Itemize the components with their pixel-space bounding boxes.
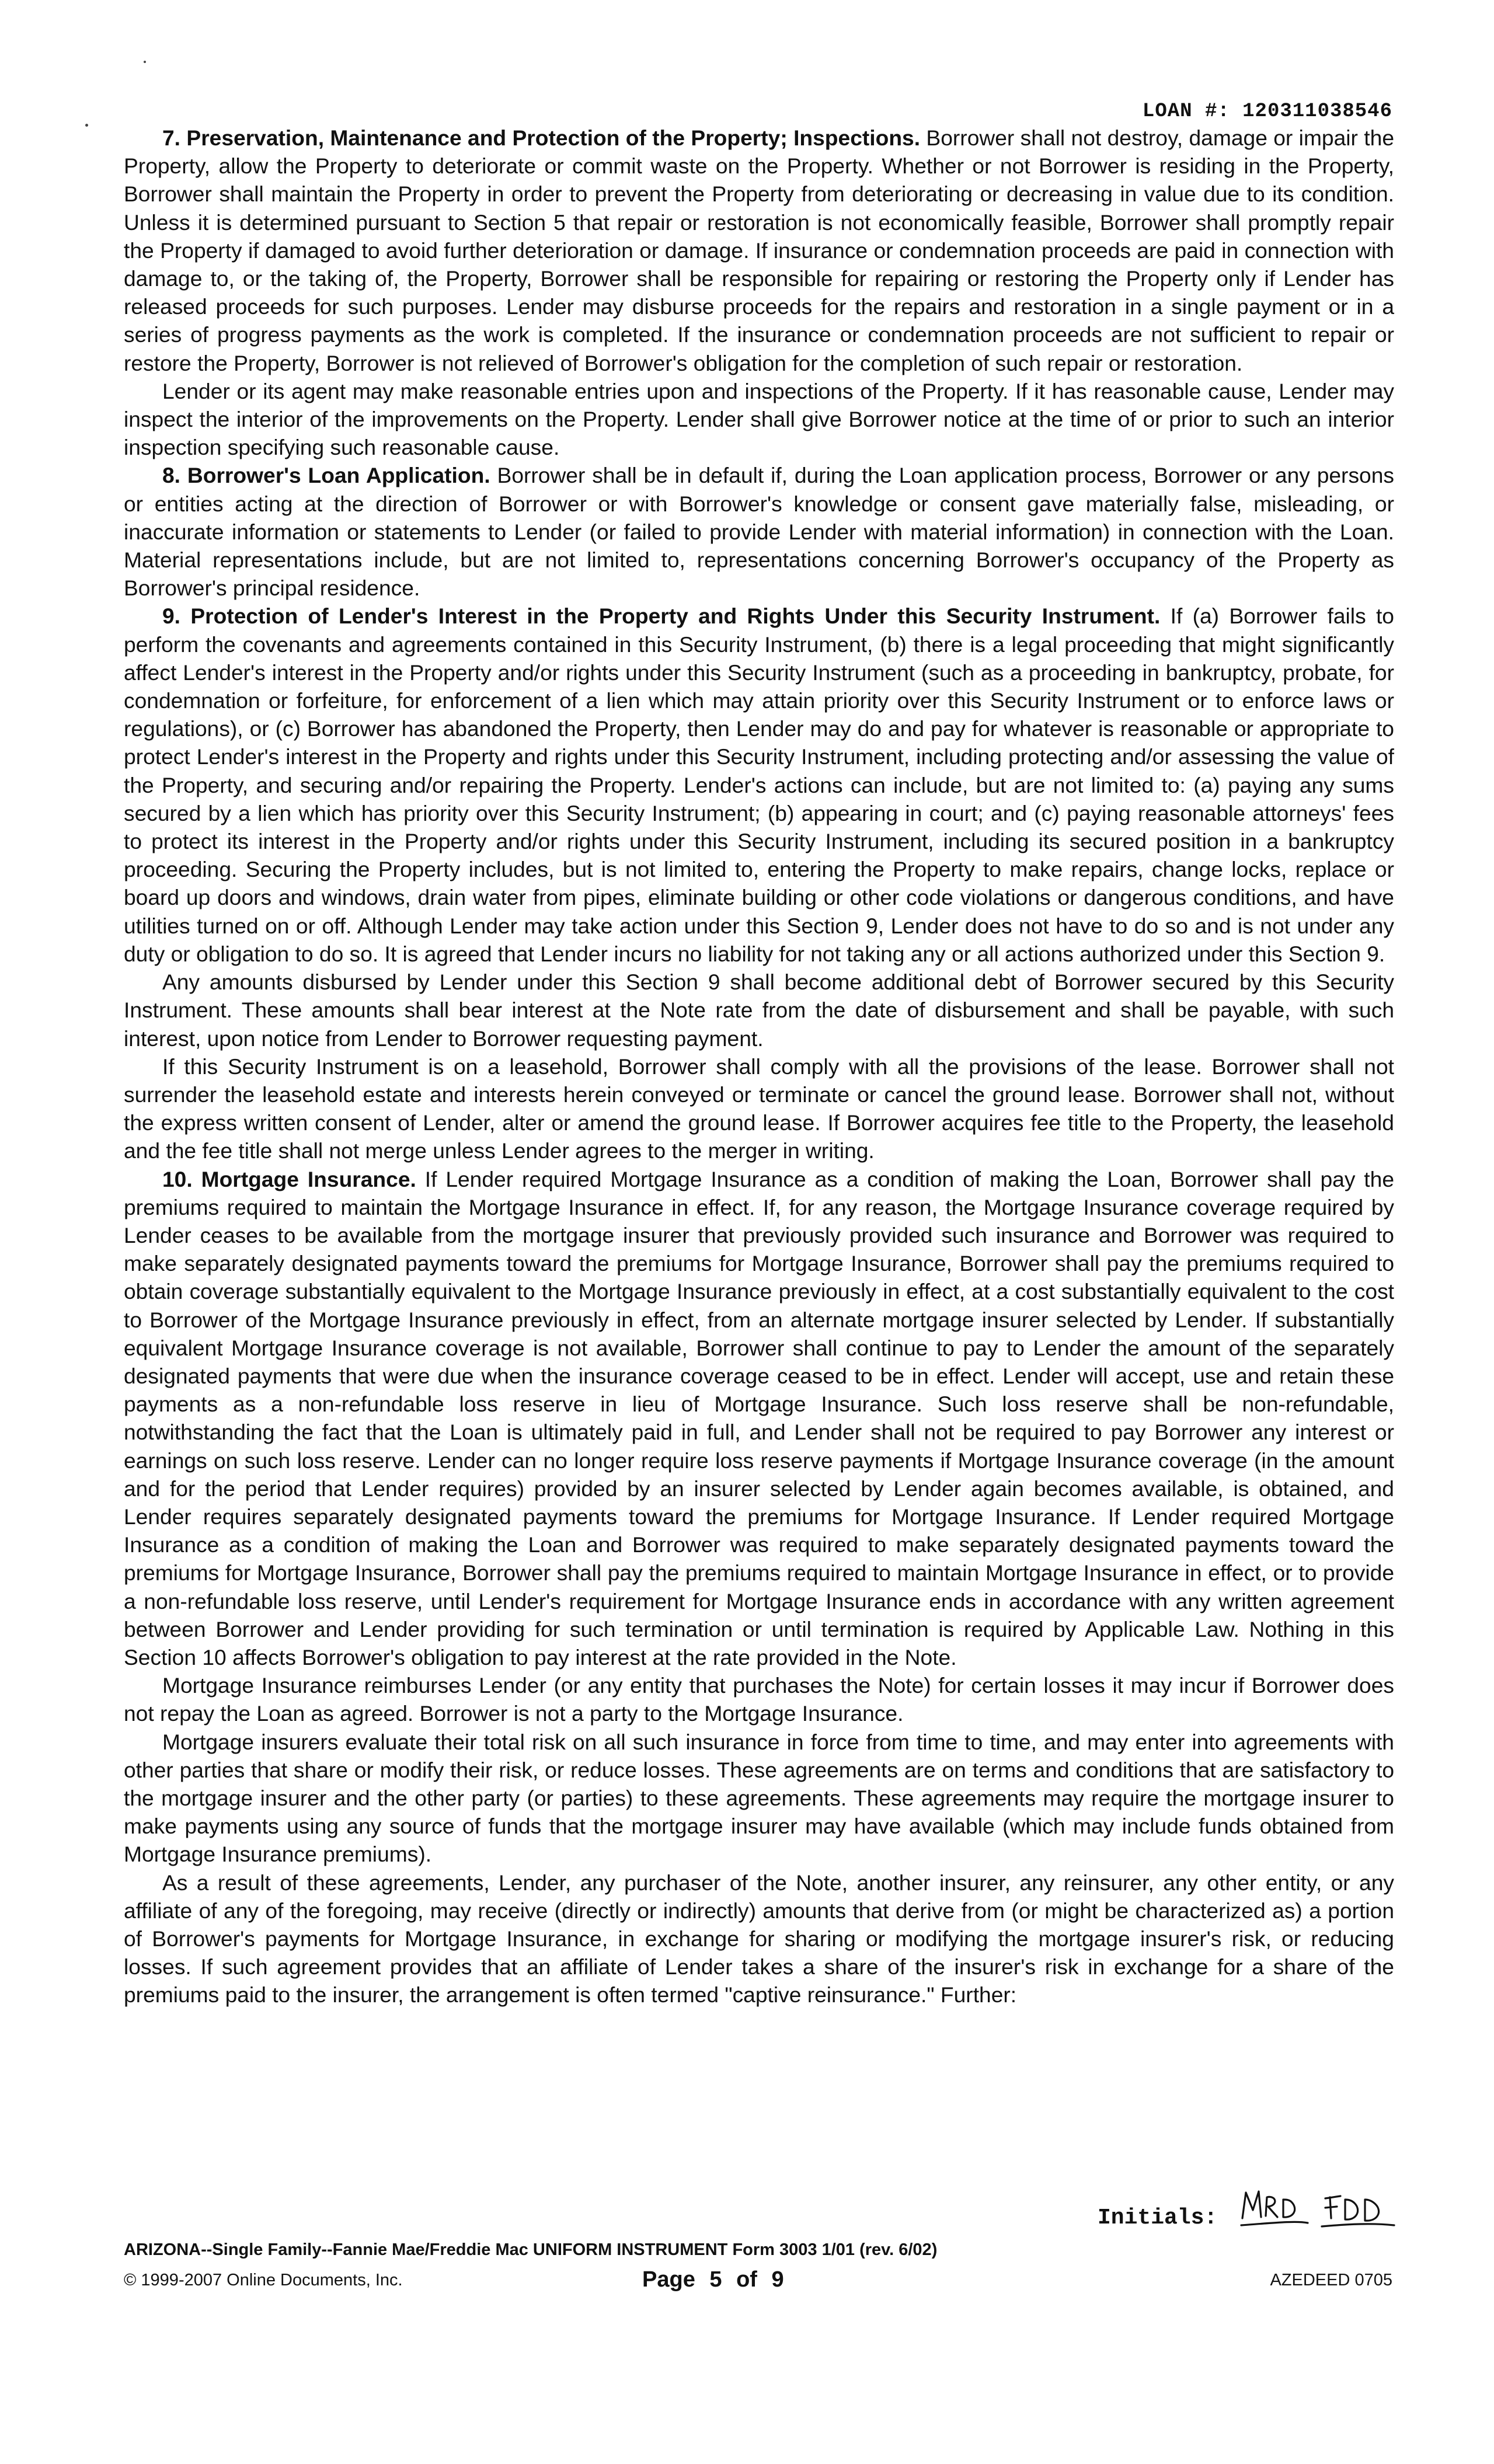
paragraph-text: Any amounts disbursed by Lender under this Section 9 shall become additional debt of Borrower secured by this Security Instrument. These amounts shall bear interest at the Note rate from the date of disbursement and shall be payable, with such interest, upon notice from Lender to Borrower requesting payment.: [124, 970, 1394, 1051]
paragraph-text: If this Security Instrument is on a leasehold, Borrower shall comply with all the provisions of the lease. Borrower shall not surrender the leasehold estate and interests herein conveyed or terminate or cancel the ground lease. Borrower shall not, without the express written consent of Lender, alter or amend the ground lease. If Borrower acquires fee title to the Property, the leasehold and the fee title shall not merge unless Lender agrees to the merger in writing.: [124, 1054, 1394, 1163]
form-identifier: ARIZONA--Single Family--Fannie Mae/Freddie Mac UNIFORM INSTRUMENT Form 3003 1/01 (rev. 6/02): [124, 2240, 938, 2259]
paragraph-disbursed-amounts: [124, 968, 1394, 1052]
paragraph-text: Mortgage insurers evaluate their total risk on all such insurance in force from time to time, and may enter into agreements with other parties that share or modify their risk, or reduce losses. These agreements are on terms and conditions that are satisfactory to the mortgage insurer and the other party (or parties) to these agreements. These agreements may require the mortgage insurer to make payments using any source of funds that the mortgage insurer may have available (which may include funds obtained from Mortgage Insurance premiums).: [124, 1729, 1394, 1867]
paragraph-text: Lender or its agent may make reasonable entries upon and inspections of the Property. If it has reasonable cause, Lender may inspect the interior of the improvements on the Property. Lender shall give Borrower notice at the time of or prior to such an interior inspection specifying such reasonable cause.: [124, 378, 1394, 460]
document-code: AZEDEED 0705: [1270, 2271, 1392, 2289]
page-label: Page: [642, 2267, 695, 2292]
paragraph-text: Borrower shall not destroy, damage or impair the Property, allow the Property to deteriorate or commit waste on the Property. Whether or not Borrower is residing in the Property, Borrower shall maintain the Property in order to prevent the Property from deteriorating or decreasing in value due to its condition. Unless it is determined pursuant to Section 5 that repair or restoration is not economically feasible, Borrower shall promptly repair the Property if damaged to avoid further deterioration or damage. If insurance or condemnation proceeds are paid in connection with damage to, or the taking of, the Property, Borrower shall be responsible for repairing or restoring the Property only if Lender has released proceeds for such purposes. Lender may disburse proceeds for the repairs and restoration in a single payment or in a series of progress payments as the work is completed. If the insurance or condemnation proceeds are not sufficient to repair or restore the Property, Borrower is not relieved of Borrower's obligation for the completion of such repair or restoration.: [124, 126, 1395, 375]
paragraph-mi-reimbursement: [124, 1671, 1394, 1727]
paragraph-text: Borrower shall be in default if, during the Loan application process, Borrower or any persons or entities acting at the direction of Borrower or with Borrower's knowledge or consent gave materially false, misleading, or inaccurate information or statements to Lender (or failed to provide Lender with material information) in connection with the Loan. Material representations include, but are not limited to, representations concerning Borrower's occupancy of the Property as Borrower's principal residence.: [124, 463, 1394, 601]
initials-label: Initials:: [1098, 2205, 1218, 2231]
page-number: 5: [709, 2267, 722, 2292]
copyright-notice: © 1999-2007 Online Documents, Inc.: [124, 2271, 403, 2289]
paragraph-section-8: [124, 461, 1394, 602]
paragraph-leasehold: [124, 1052, 1394, 1165]
page-of-label: of: [736, 2267, 757, 2292]
page-total: 9: [771, 2267, 784, 2292]
paragraph-section-10: [124, 1165, 1394, 1672]
section-heading: 8. Borrower's Loan Application.: [162, 463, 490, 488]
section-heading: 7. Preservation, Maintenance and Protection of the Property; Inspections.: [162, 126, 921, 150]
document-body: [124, 124, 1394, 2009]
paragraph-section-7: [124, 124, 1394, 377]
paragraph-text: As a result of these agreements, Lender, any purchaser of the Note, another insurer, any reinsurer, any other entity, or any affiliate of any of the foregoing, may receive (directly or indirectly) amounts that derive from (or might be characterized as) a portion of Borrower's payments for Mortgage Insurance, in exchange for sharing or modifying the mortgage insurer's risk, or reducing losses. If such agreement provides that an affiliate of Lender takes a share of the insurer's risk in exchange for a share of the premiums paid to the insurer, the arrangement is often termed "captive reinsurance." Further:: [124, 1870, 1394, 2008]
section-heading: 10. Mortgage Insurance.: [162, 1166, 416, 1191]
loan-number: LOAN #: 120311038546: [1142, 100, 1392, 123]
paragraph-captive-reinsurance: [124, 1869, 1394, 2009]
paragraph-section-9: [124, 602, 1394, 968]
paragraph-text: If Lender required Mortgage Insurance as a condition of making the Loan, Borrower shall pay the premiums required to maintain the Mortgage Insurance in effect. If, for any reason, the Mortgage Insurance coverage required by Lender ceases to be available from the mortgage insurer that previously provided such insurance and Borrower was required to make separately designated payments toward the premiums for Mortgage Insurance, Borrower shall pay the premiums required to obtain coverage substantially equivalent to the Mortgage Insurance previously in effect, at a cost substantially equivalent to the cost to Borrower of the Mortgage Insurance previously in effect, from an alternate mortgage insurer selected by Lender. If substantially equivalent Mortgage Insurance coverage is not available, Borrower shall continue to pay to Lender the amount of the separately designated payments that were due when the insurance coverage ceased to be in effect. Lender will accept, use and retain these payments as a non-refundable loss reserve in lieu of Mortgage Insurance. Such loss reserve shall be non-refundable, notwithstanding the fact that the Loan is ultimately paid in full, and Lender shall not be required to pay Borrower any interest or earnings on such loss reserve. Lender can no longer require loss reserve payments if Mortgage Insurance coverage (in the amount and for the period that Lender requires) provided by an insurer selected by Lender again becomes available, is obtained, and Lender requires separately designated payments toward the premiums for Mortgage Insurance. If Lender required Mortgage Insurance as a condition of making the Loan and Borrower was required to make separately designated payments toward the premiums for Mortgage Insurance, Borrower shall pay the premiums required to maintain Mortgage Insurance in effect, or to provide a non-refundable loss reserve, until Lender's requirement for Mortgage Insurance ends in accordance with any written agreement between Borrower and Lender providing for such termination or until termination is required by Applicable Law. Nothing in this Section 10 affects Borrower's obligation to pay interest at the rate provided in the Note.: [124, 1166, 1395, 1670]
scan-speck: [144, 61, 146, 63]
paragraph-inspection: [124, 377, 1394, 462]
paragraph-mi-risk: [124, 1728, 1394, 1869]
page-indicator: [642, 2267, 792, 2292]
section-heading: 9. Protection of Lender's Interest in the Property and Rights Under this Security Instrument.: [162, 604, 1161, 629]
paragraph-text: If (a) Borrower fails to perform the covenants and agreements contained in this Security Instrument, (b) there is a legal proceeding that might significantly affect Lender's interest in the Property and/or rights under this Security Instrument (such as a proceeding in bankruptcy, probate, for condemnation or forfeiture, for enforcement of a lien which may attain priority over this Security Instrument or to enforce laws or regulations), or (c) Borrower has abandoned the Property, then Lender may do and pay for whatever is reasonable or appropriate to protect Lender's interest in the Property and rights under this Security Instrument, including protecting and/or assessing the value of the Property, and securing and/or repairing the Property. Lender's actions can include, but are not limited to: (a) paying any sums secured by a lien which has priority over this Security Instrument; (b) appearing in court; and (c) paying reasonable attorneys' fees to protect its interest in the Property and/or rights under this Security Instrument, including its secured position in a bankruptcy proceeding. Securing the Property includes, but is not limited to, entering the Property to make repairs, change locks, replace or board up doors and windows, drain water from pipes, eliminate building or other code violations or dangerous conditions, and have utilities turned on or off. Although Lender may take action under this Section 9, Lender does not have to do so and is not under any duty or obligation to do so. It is agreed that Lender incurs no liability for not taking any or all actions authorized under this Section 9.: [124, 604, 1394, 966]
paragraph-text: Mortgage Insurance reimburses Lender (or any entity that purchases the Note) for certain losses it may incur if Borrower does not repay the Loan as agreed. Borrower is not a party to the Mortgage Insurance.: [124, 1673, 1394, 1726]
initials-signature: [1238, 2182, 1401, 2235]
scan-speck: [85, 124, 88, 127]
